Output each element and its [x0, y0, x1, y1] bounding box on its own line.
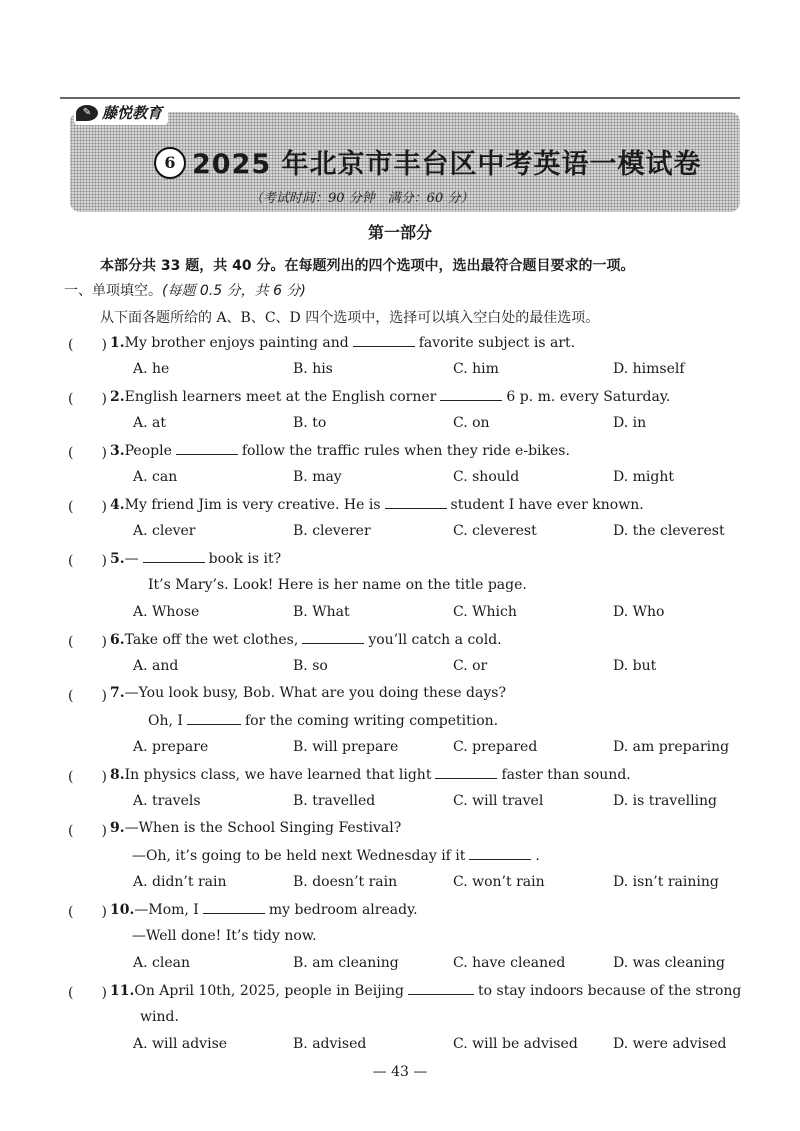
option-d[interactable]: D. himself — [613, 361, 685, 377]
stem-text-after: . — [535, 848, 540, 864]
stem-text-after: favorite subject is art. — [418, 335, 576, 351]
option-d[interactable]: D. the cleverest — [613, 523, 725, 539]
stem-text-after: for the coming writing competition. — [244, 713, 499, 729]
option-a[interactable]: A. prepare — [133, 739, 209, 755]
option-c[interactable]: C. cleverest — [453, 523, 537, 539]
exam-title: 2025 年北京市丰台区中考英语一模试卷 — [192, 149, 702, 180]
answer-paren[interactable]: ( ) — [68, 823, 107, 839]
section-note: (每题 0.5 分，共 6 分) — [162, 283, 306, 299]
option-a[interactable]: A. can — [133, 469, 178, 485]
option-a[interactable]: A. didn’t rain — [133, 874, 227, 890]
option-c[interactable]: C. have cleaned — [453, 955, 566, 971]
question-number: 9. — [110, 820, 125, 836]
option-c[interactable]: C. will travel — [453, 793, 544, 809]
stem-text: —When is the School Singing Festival? — [124, 820, 402, 836]
question-stem — [110, 820, 401, 836]
option-c[interactable]: C. won’t rain — [453, 874, 545, 890]
stem-text: Take off the wet clothes, — [124, 632, 299, 648]
answer-paren[interactable]: ( ) — [68, 769, 107, 785]
answer-blank — [469, 847, 531, 860]
stem-text: On April 10th, 2025, people in Beijing — [134, 983, 405, 999]
question-number: 1. — [110, 335, 125, 351]
question-stem — [110, 388, 670, 405]
stem-line-2 — [148, 712, 498, 729]
option-c[interactable]: C. Which — [453, 604, 517, 620]
option-b[interactable]: B. cleverer — [293, 523, 371, 539]
answer-paren[interactable]: ( ) — [68, 634, 107, 650]
question-number: 4. — [110, 497, 125, 513]
option-d[interactable]: D. might — [613, 469, 674, 485]
stem-text: My friend Jim is very creative. He is — [124, 497, 381, 513]
option-d[interactable]: D. but — [613, 658, 657, 674]
question-stem — [110, 550, 281, 567]
stem-text-after: 6 p. m. every Saturday. — [506, 389, 671, 405]
option-a[interactable]: A. Whose — [133, 604, 200, 620]
option-b[interactable]: B. so — [293, 658, 328, 674]
publisher-logo — [74, 100, 168, 125]
answer-blank — [176, 442, 238, 455]
stem-line-2: —Well done! It’s tidy now. — [132, 928, 317, 944]
section-instruction: 从下面各题所给的 A、B、C、D 四个选项中，选择可以填入空白处的最佳选项。 — [100, 310, 600, 326]
option-c[interactable]: C. or — [453, 658, 488, 674]
answer-paren[interactable]: ( ) — [68, 553, 107, 569]
answer-blank — [385, 496, 447, 509]
answer-paren[interactable]: ( ) — [68, 904, 107, 920]
question-number: 5. — [110, 551, 125, 567]
question-stem — [110, 685, 506, 701]
question-stem — [110, 631, 502, 648]
question-number: 11. — [110, 983, 135, 999]
stem-text-after: student I have ever known. — [450, 497, 644, 513]
stem-text: —Oh, it’s going to be held next Wednesday if it — [132, 848, 466, 864]
question-number: 7. — [110, 685, 125, 701]
question-number: 6. — [110, 632, 125, 648]
option-b[interactable]: B. doesn’t rain — [293, 874, 398, 890]
stem-text: Oh, I — [148, 713, 183, 729]
option-a[interactable]: A. and — [133, 658, 179, 674]
answer-blank — [440, 388, 502, 401]
question-stem — [110, 982, 741, 999]
page-number: — 43 — — [372, 1064, 428, 1080]
option-d[interactable]: D. Who — [613, 604, 665, 620]
stem-text: —You look busy, Bob. What are you doing these days? — [124, 685, 506, 701]
stem-text: People — [124, 443, 172, 459]
stem-text-after: faster than sound. — [501, 767, 631, 783]
logo-icon: ✎ — [76, 105, 98, 121]
option-a[interactable]: A. at — [133, 415, 166, 431]
option-a[interactable]: A. will advise — [133, 1036, 228, 1052]
option-b[interactable]: B. am cleaning — [293, 955, 399, 971]
question-number: 3. — [110, 443, 125, 459]
stem-text: English learners meet at the English corner — [124, 389, 437, 405]
option-c[interactable]: C. prepared — [453, 739, 538, 755]
answer-blank — [435, 766, 497, 779]
answer-blank — [143, 550, 205, 563]
question-stem — [110, 901, 418, 918]
logo-text: 藤悦教育 — [102, 104, 163, 122]
option-a[interactable]: A. clean — [133, 955, 190, 971]
option-b[interactable]: B. his — [293, 361, 333, 377]
option-d[interactable]: D. was cleaning — [613, 955, 726, 971]
option-b[interactable]: B. may — [293, 469, 342, 485]
option-d[interactable]: D. in — [613, 415, 647, 431]
answer-blank — [408, 982, 474, 995]
top-rule — [60, 97, 740, 99]
question-number: 10. — [110, 902, 135, 918]
option-c[interactable]: C. should — [453, 469, 520, 485]
answer-blank — [187, 712, 241, 725]
answer-paren[interactable]: ( ) — [68, 499, 107, 515]
question-stem — [110, 766, 631, 783]
stem-text-after: follow the traffic rules when they ride e-bikes. — [241, 443, 570, 459]
question-number: 2. — [110, 389, 125, 405]
option-c[interactable]: C. him — [453, 361, 499, 377]
answer-blank — [203, 901, 265, 914]
option-a[interactable]: A. clever — [133, 523, 196, 539]
stem-line-2 — [132, 847, 540, 864]
stem-line-2: wind. — [140, 1009, 179, 1025]
stem-line-2: It’s Mary’s. Look! Here is her name on the title page. — [148, 577, 527, 593]
stem-text-after: to stay indoors because of the strong — [478, 983, 742, 999]
question-stem — [110, 334, 575, 351]
question-stem — [110, 442, 570, 459]
answer-paren[interactable]: ( ) — [68, 985, 107, 1001]
question-stem — [110, 496, 644, 513]
answer-paren[interactable]: ( ) — [68, 391, 107, 407]
option-c[interactable]: C. on — [453, 415, 490, 431]
option-b[interactable]: B. travelled — [293, 793, 376, 809]
option-d[interactable]: D. isn’t raining — [613, 874, 719, 890]
option-d[interactable]: D. is travelling — [613, 793, 718, 809]
stem-text-after: my bedroom already. — [268, 902, 418, 918]
question-number: 8. — [110, 767, 125, 783]
answer-paren[interactable]: ( ) — [68, 688, 107, 704]
part-intro: 本部分共 33 题，共 40 分。在每题列出的四个选项中，选出最符合题目要求的一项。 — [100, 258, 635, 274]
option-b[interactable]: B. to — [293, 415, 327, 431]
stem-text-after: book is it? — [208, 551, 282, 567]
exam-number-badge: 6 — [154, 147, 186, 179]
option-b[interactable]: B. advised — [293, 1036, 367, 1052]
stem-text-after: you’ll catch a cold. — [368, 632, 502, 648]
stem-text: My brother enjoys painting and — [124, 335, 349, 351]
stem-text: — — [124, 551, 139, 567]
option-d[interactable]: D. am preparing — [613, 739, 730, 755]
answer-blank — [353, 334, 415, 347]
option-c[interactable]: C. will be advised — [453, 1036, 578, 1052]
answer-paren[interactable]: ( ) — [68, 337, 107, 353]
option-d[interactable]: D. were advised — [613, 1036, 727, 1052]
part-title: 第一部分 — [367, 223, 432, 242]
answer-paren[interactable]: ( ) — [68, 445, 107, 461]
option-b[interactable]: B. What — [293, 604, 350, 620]
stem-text: —Mom, I — [134, 902, 199, 918]
option-b[interactable]: B. will prepare — [293, 739, 399, 755]
exam-subtitle: （考试时间：90 分钟 满分：60 分） — [250, 191, 474, 206]
stem-text: In physics class, we have learned that light — [124, 767, 432, 783]
section-title-text: 一、单项填空。 — [64, 283, 162, 299]
section-title — [64, 280, 306, 300]
option-a[interactable]: A. travels — [133, 793, 201, 809]
option-a[interactable]: A. he — [133, 361, 170, 377]
answer-blank — [302, 631, 364, 644]
